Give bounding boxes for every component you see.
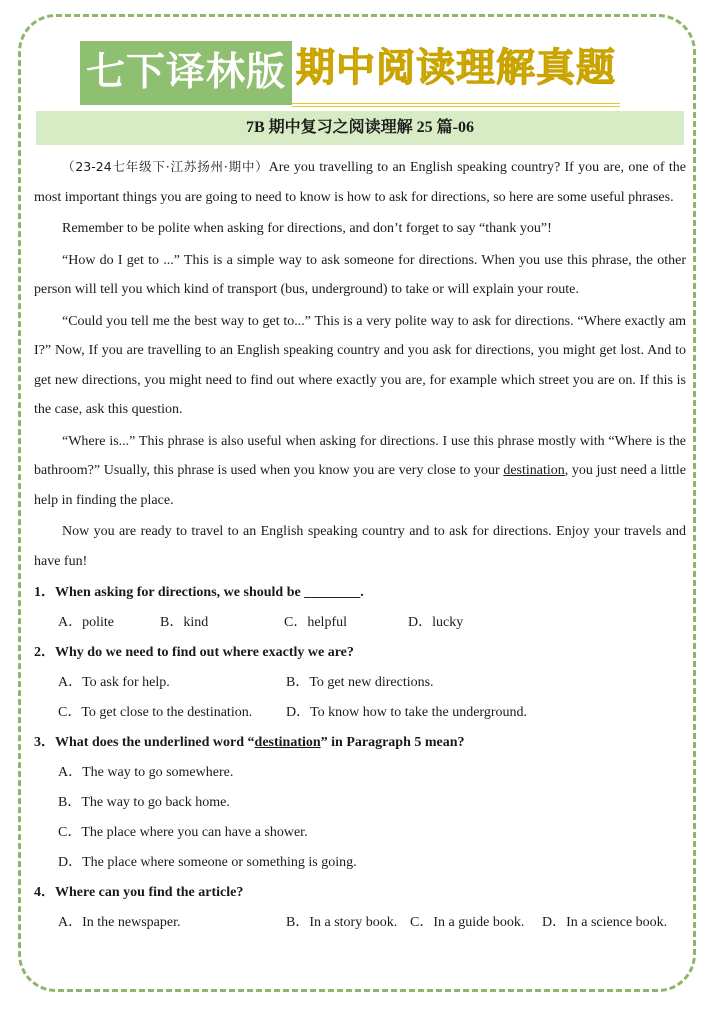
option-a[interactable]: A．polite [58, 615, 114, 630]
question-3-word: destination [254, 735, 321, 750]
paragraph-1 [34, 152, 686, 212]
worksheet-content [34, 152, 686, 938]
title-left: 七下译林版 [80, 41, 292, 105]
question-2-options-ab [34, 668, 686, 698]
question-2: 2．Why do we need to find out where exactly we are? [34, 645, 354, 660]
option-a[interactable]: A．To ask for help. [58, 675, 170, 690]
question-3-option-d [34, 848, 686, 878]
paragraph-4: “Could you tell me the best way to get to...” This is a very polite way to ask for directions. “Where exactly am I?” Now, If you are travelling to an English speaking country and you ask for directions, you might get lost. And to get new directions, you might need to find out where exactly you are, for example which street you are on. If this is the case, ask this question. [34, 313, 686, 417]
paragraph-3: “How do I get to ...” This is a simple way to ask someone for directions. When you use this phrase, the other person will tell you which kind of transport (bus, underground) to take or will explain your route. [34, 252, 686, 297]
question-3-text-b: ” in Paragraph 5 mean? [320, 735, 465, 750]
question-3-option-b [34, 788, 686, 818]
question-3-option-c [34, 818, 686, 848]
paragraph-5 [34, 427, 686, 516]
title-right: 期中阅读理解真题 [292, 39, 620, 107]
option-b[interactable]: B．In a story book. [286, 915, 398, 930]
question-1-options [34, 608, 686, 638]
paragraph-2: Remember to be polite when asking for directions, and don’t forget to say “thank you”! [62, 221, 552, 236]
paragraph-6: Now you are ready to travel to an English speaking country and to ask for directions. Enjoy your travels and have fun! [34, 524, 686, 569]
question-3-text-a: 3．What does the underlined word “ [34, 735, 255, 750]
option-c[interactable]: C．To get close to the destination. [58, 705, 253, 720]
paragraph-5-text-b: , you just need a little help in finding the place. [34, 463, 686, 508]
option-a[interactable]: A．In the newspaper. [58, 915, 181, 930]
question-3-option-a [34, 758, 686, 788]
question-1: 1．When asking for directions, we should be ________. [34, 585, 364, 600]
question-3 [34, 728, 686, 758]
option-c[interactable]: C．The place where you can have a shower. [58, 825, 308, 840]
option-c[interactable]: C．helpful [284, 615, 347, 630]
option-a[interactable]: A．The way to go somewhere. [58, 765, 234, 780]
title-banner [80, 38, 620, 108]
option-c[interactable]: C．In a guide book. [410, 915, 525, 930]
option-b[interactable]: B．The way to go back home. [58, 795, 230, 810]
option-d[interactable]: D．lucky [408, 615, 464, 630]
source-tag: （23-24七年级下·江苏扬州·期中） [62, 159, 269, 174]
paragraph-1-text: Are you travelling to an English speaking country? If you are, one of the most important things you are going to need to know is how to ask for directions, so here are some useful phrases. [34, 160, 686, 205]
option-d[interactable]: D．In a science book. [542, 915, 668, 930]
subtitle-bar: 7B 期中复习之阅读理解 25 篇-06 [36, 111, 684, 145]
underlined-word: destination [503, 463, 565, 478]
option-d[interactable]: D．To know how to take the underground. [286, 705, 528, 720]
option-d[interactable]: D．The place where someone or something is going. [58, 855, 357, 870]
option-b[interactable]: B．To get new directions. [286, 675, 434, 690]
question-4: 4．Where can you find the article? [34, 885, 244, 900]
question-2-options-cd [34, 698, 686, 728]
question-4-options [34, 908, 686, 938]
paragraph-5-text-a: “Where is...” This phrase is also useful when asking for directions. I use this phrase mostly with “Where is the bathroom?” Usually, this phrase is used when you know you are very close to your [34, 433, 686, 478]
option-b[interactable]: B．kind [160, 615, 209, 630]
